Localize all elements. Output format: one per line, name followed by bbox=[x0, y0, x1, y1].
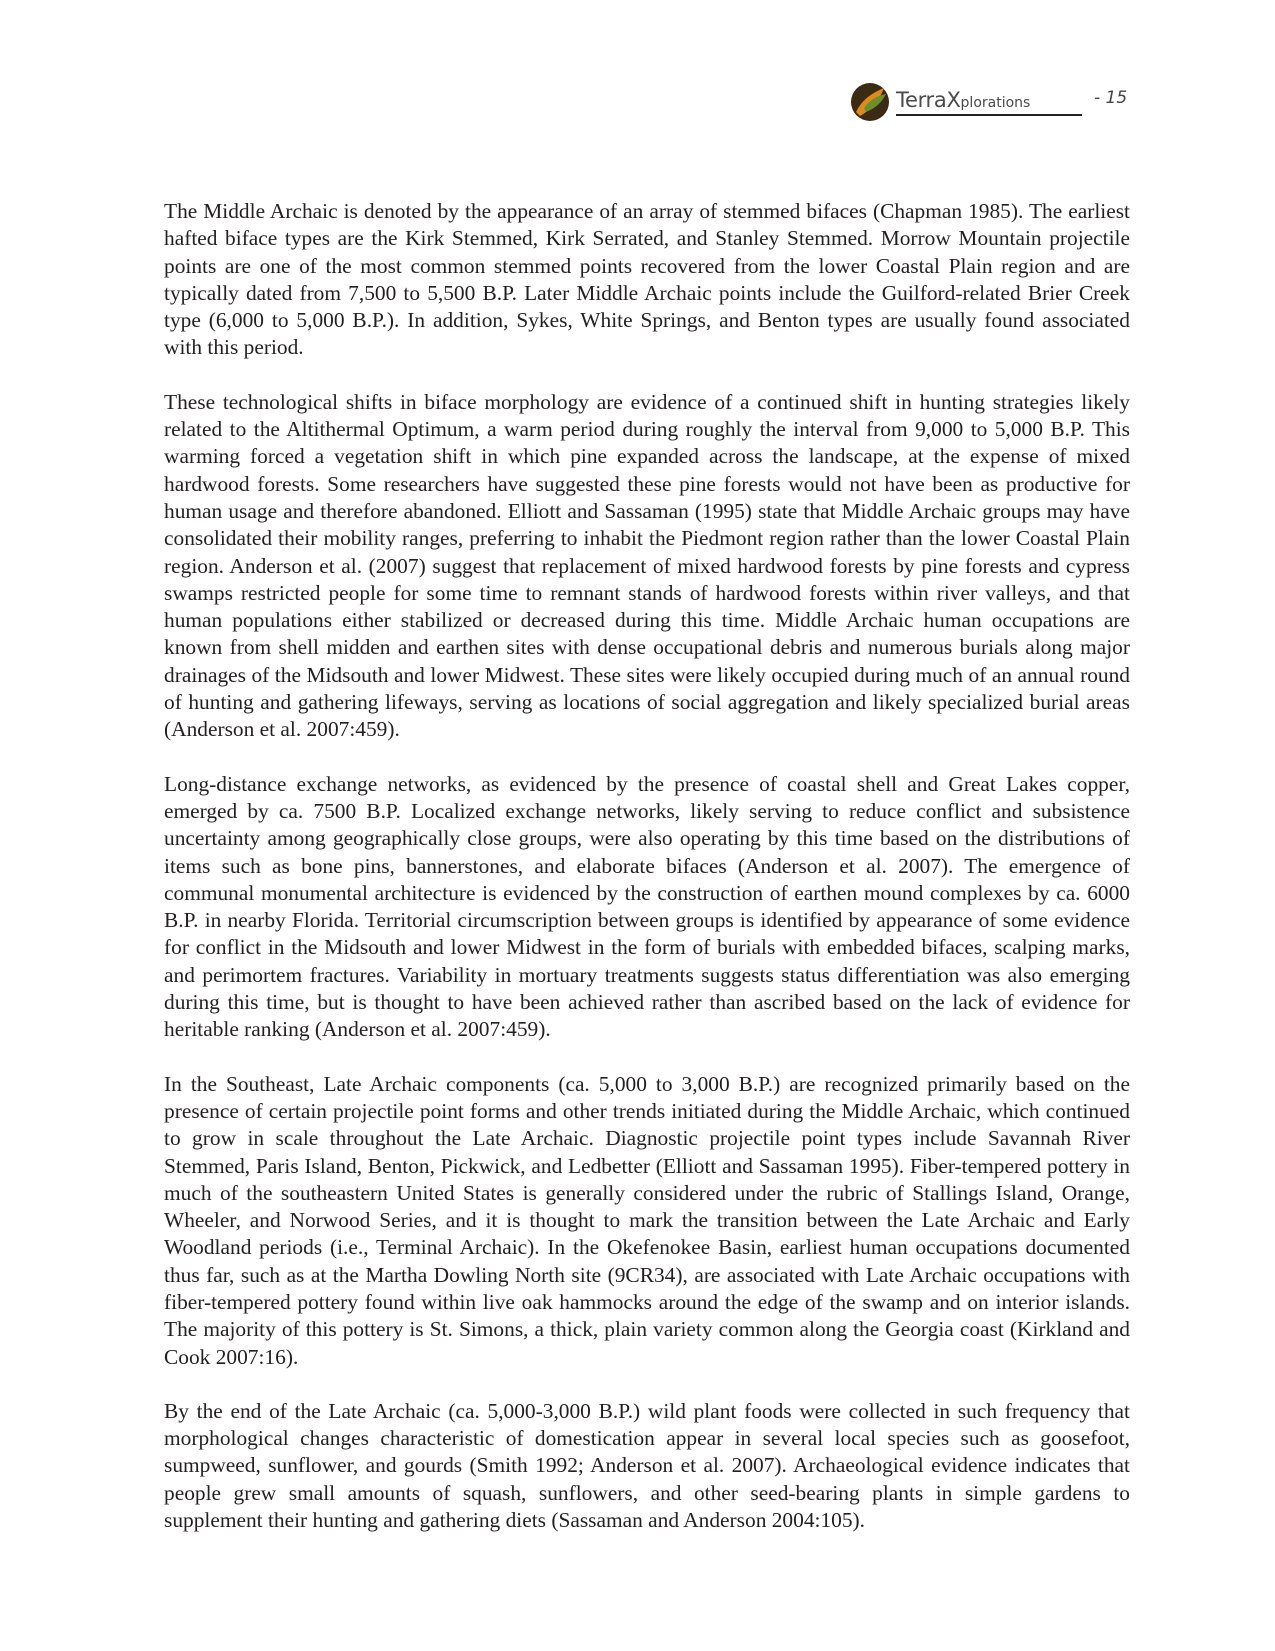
page-number: - 15 bbox=[1094, 88, 1128, 108]
page-header bbox=[850, 78, 1140, 122]
logo-wordmark bbox=[896, 88, 1030, 112]
header-rule bbox=[896, 114, 1082, 116]
logo-text-rest: plorations bbox=[960, 95, 1031, 111]
paragraph-exchange-networks: Long-distance exchange networks, as evidenced by the presence of coastal shell and Great Lakes copper, emerged by ca. 7500 B.P. Localized exchange networks, likely serving to reduce conflict and subsistence uncertainty among geographically close groups, were also operating by this time based on the distributions of items such as bone pins, bannerstones, and elaborate bifaces (Anderson et al. 2007). The emergence of communal monumental architecture is evidenced by the construction of earthen mound complexes by ca. 6000 B.P. in nearby Florida. Territorial circumscription between groups is identified by appearance of some evidence for conflict in the Midsouth and lower Midwest in the form of burials with embedded bifaces, scalping marks, and perimortem fractures. Variability in mortuary treatments suggests status differentiation was also emerging during this time, but is thought to have been achieved rather than ascribed based on the lack of evidence for heritable ranking (Anderson et al. 2007:459). bbox=[164, 771, 1130, 1042]
body-text bbox=[164, 198, 1130, 1561]
paragraph-plant-domestication: By the end of the Late Archaic (ca. 5,000-3,000 B.P.) wild plant foods were collected in such frequency that morphological changes characteristic of domestication appear in several local species such as goosefoot, sumpweed, sunflower, and gourds (Smith 1992; Anderson et al. 2007). Archaeological evidence indicates that people grew small amounts of squash, sunflowers, and other seed-bearing plants in simple gardens to supplement their hunting and gathering diets (Sassaman and Anderson 2004:105). bbox=[164, 1398, 1130, 1533]
logo-text-main: TerraX bbox=[896, 88, 961, 112]
paragraph-late-archaic: In the Southeast, Late Archaic components (ca. 5,000 to 3,000 B.P.) are recognized primarily based on the presence of certain projectile point forms and other trends initiated during the Middle Archaic, which continued to grow in scale throughout the Late Archaic. Diagnostic projectile point types include Savannah River Stemmed, Paris Island, Benton, Pickwick, and Ledbetter (Elliott and Sassaman 1995). Fiber-tempered pottery in much of the southeastern United States is generally considered under the rubric of Stallings Island, Orange, Wheeler, and Norwood Series, and it is thought to mark the transition between the Late Archaic and Early Woodland periods (i.e., Terminal Archaic). In the Okefenokee Basin, earliest human occupations documented thus far, such as at the Martha Dowling North site (9CR34), are associated with Late Archaic occupations with fiber-tempered pottery found within live oak hammocks around the edge of the swamp and on interior islands. The majority of this pottery is St. Simons, a thick, plain variety common along the Georgia coast (Kirkland and Cook 2007:16). bbox=[164, 1071, 1130, 1369]
terraxplorations-logo-icon bbox=[850, 82, 890, 122]
paragraph-middle-archaic: The Middle Archaic is denoted by the appearance of an array of stemmed bifaces (Chapman 1985). The earliest hafted biface types are the Kirk Stemmed, Kirk Serrated, and Stanley Stemmed. Morrow Mountain projectile points are one of the most common stemmed points recovered from the lower Coastal Plain region and are typically dated from 7,500 to 5,500 B.P. Later Middle Archaic points include the Guilford-related Brier Creek type (6,000 to 5,000 B.P.). In addition, Sykes, White Springs, and Benton types are usually found associated with this period. bbox=[164, 199, 1130, 360]
paragraph-technological-shifts: These technological shifts in biface morphology are evidence of a continued shift in hunting strategies likely related to the Altithermal Optimum, a warm period during roughly the interval from 9,000 to 5,000 B.P. This warming forced a vegetation shift in which pine expanded across the landscape, at the expense of mixed hardwood forests. Some researchers have suggested these pine forests would not have been as productive for human usage and therefore abandoned. Elliott and Sassaman (1995) state that Middle Archaic groups may have consolidated their mobility ranges, preferring to inhabit the Piedmont region rather than the lower Coastal Plain region. Anderson et al. (2007) suggest that replacement of mixed hardwood forests by pine forests and cypress swamps restricted people for some time to remnant stands of hardwood forests within river valleys, and that human populations either stabilized or decreased during this time. Middle Archaic human occupations are known from shell midden and earthen sites with dense occupational debris and numerous burials along major drainages of the Midsouth and lower Midwest. These sites were likely occupied during much of an annual round of hunting and gathering lifeways, serving as locations of social aggregation and likely specialized burial areas (Anderson et al. 2007:459). bbox=[164, 389, 1130, 742]
